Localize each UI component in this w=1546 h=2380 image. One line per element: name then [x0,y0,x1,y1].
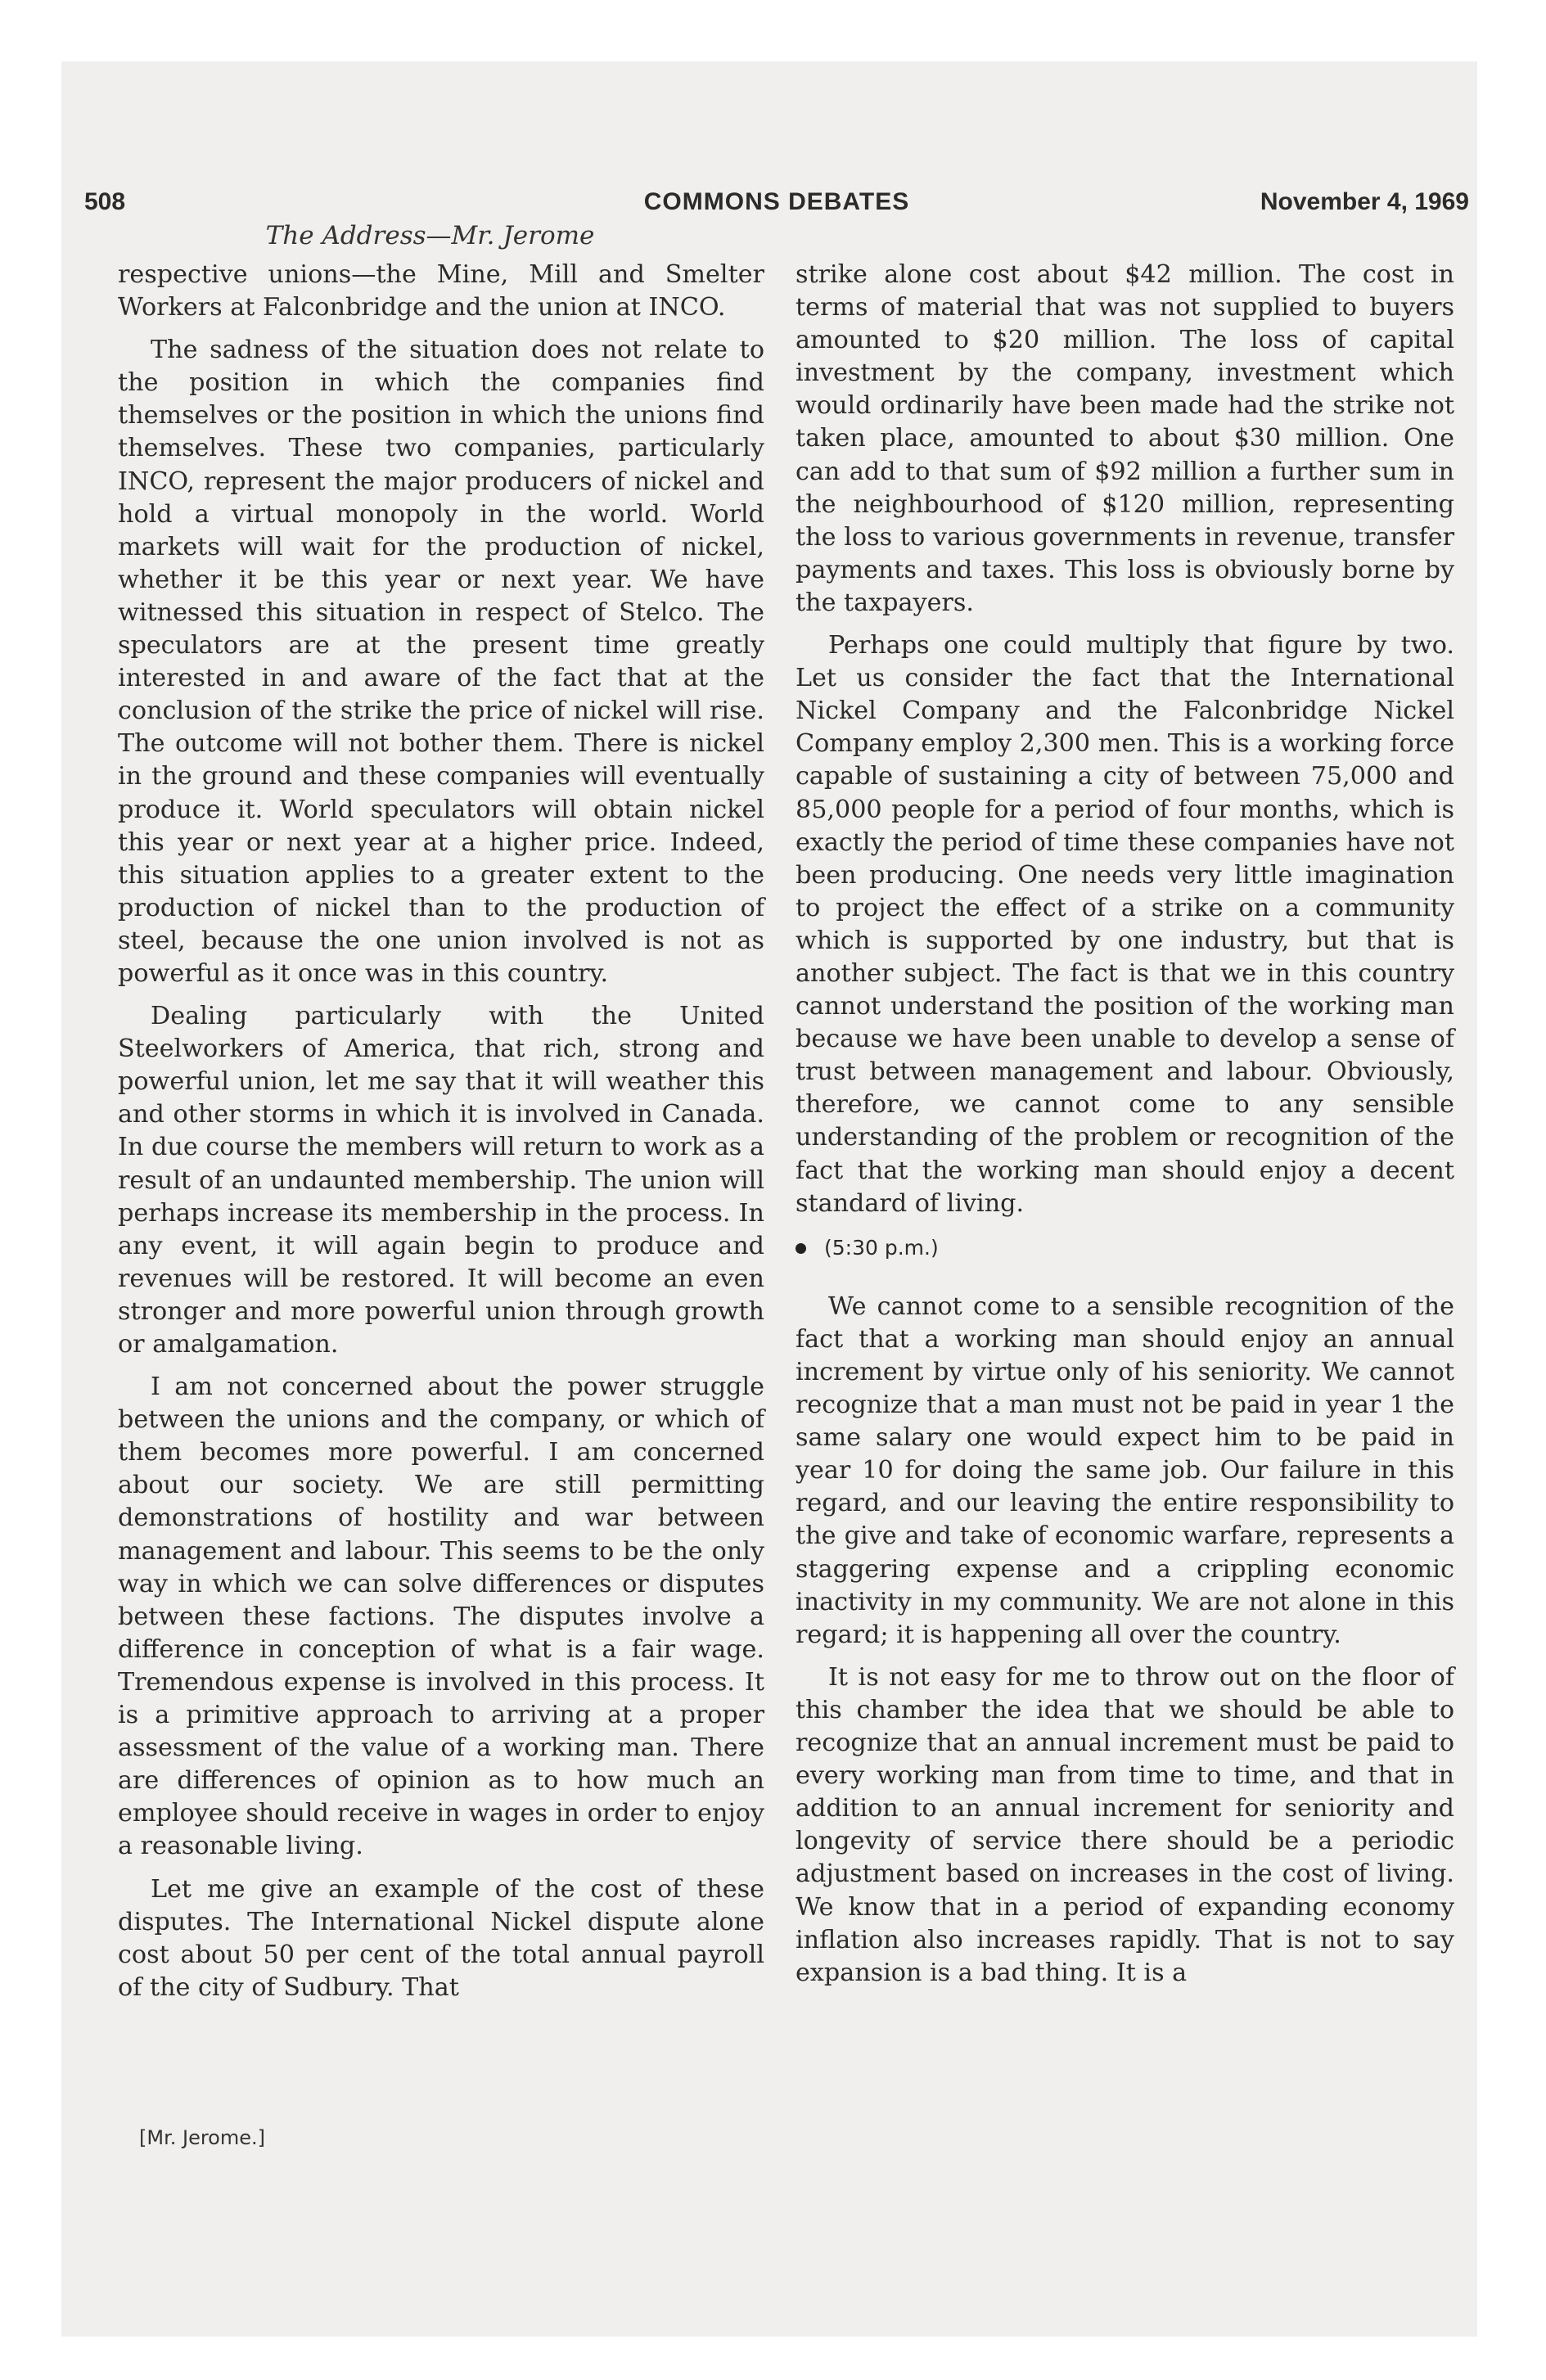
time-marker [796,1232,1454,1264]
left-column [118,259,764,2014]
page-number: 508 [84,188,126,215]
paragraph: The sadness of the situation does not relate to the position in which the companies find themselves or the position in which the unions find themselves. These two companies, particularly INCO, represent the major producers of nickel and hold a virtual monopoly in the world. World markets will wait for the production of nickel, whether it be this year or next year. We have witnessed this situation in respect of Stelco. The speculators are at the present time greatly interested in and aware of the fact that at the conclusion of the strike the price of nickel will rise. The outcome will not bother them. There is nickel in the ground and these companies will eventually produce it. World speculators will obtain nickel this year or next year at a higher price. Indeed, this situation applies to a greater extent to the production of nickel than to the production of steel, because the one union involved is not as powerful as it once was in this country. [118,336,764,988]
paragraph: Dealing particularly with the United Steelworkers of America, that rich, strong and powerful union, let me say that it will weather this and other storms in which it is involved in Canada. In due course the members will return to work as a result of an undaunted membership. The union will perhaps increase its membership in the process. In any event, it will again begin to produce and revenues will be restored. It will become an even stronger and more powerful union through growth or amalgamation. [118,1002,764,1359]
issue-date: November 4, 1969 [1260,188,1469,215]
time-marker-text: (5:30 p.m.) [824,1235,939,1260]
page-header [84,188,1469,224]
paragraph: Let me give an example of the cost of these disputes. The International Nickel dispute alone cost about 50 per cent of the total annual payroll of the city of Sudbury. That [118,1874,764,2002]
paragraph: It is not easy for me to throw out on the floor of this chamber the idea that we should be able to recognize that an annual increment must be paid to every working man from time to time, and that in addition to an annual increment for seniority and longevity of service there should be a periodic adjustment based on increases in the cost of living. We know that in a period of expanding economy inflation also increases rapidly. That is not to say expansion is a bad thing. It is a [796,1662,1454,1987]
publication-title: COMMONS DEBATES [643,188,910,215]
paragraph: strike alone cost about $42 million. The cost in terms of material that was not supplied to buyers amounted to $20 million. The loss of capital investment by the company, investment which would ordinarily have been made had the strike not taken place, amounted to about $30 million. One can add to that sum of $92 million a further sum in the neighbourhood of $120 million, representing the loss to various governments in revenue, transfer payments and taxes. This loss is obviously borne by the taxpayers. [796,260,1454,617]
paragraph: Perhaps one could multiply that figure by two. Let us consider the fact that the International Nickel Company and the Falconbridge Nickel Company employ 2,300 men. This is a working force capable of sustaining a city of between 75,000 and 85,000 people for a period of four months, which is exactly the period of time these companies have not been producing. One needs very little imagination to project the effect of a strike on a community which is supported by one industry, but that is another subject. The fact is that we in this country cannot understand the position of the working man because we have been unable to develop a sense of trust between management and labour. Obviously, therefore, we cannot come to any sensible understanding of the problem or recognition of the fact that the working man should enjoy a decent standard of living. [796,631,1454,1218]
paragraph: We cannot come to a sensible recognition of the fact that a working man should enjoy an annual increment by virtue only of his seniority. We cannot recognize that a man must not be paid in year 1 the same salary one would expect him to be paid in year 10 for doing the same job. Our failure in this regard, and our leaving the entire responsibility to the give and take of economic warfare, represents a staggering expense and a crippling economic inactivity in my community. We are not alone in this regard; it is happening all over the country. [796,1291,1454,1649]
right-column [796,259,1454,1999]
paragraph: respective unions—the Mine, Mill and Smelter Workers at Falconbridge and the union at INCO. [118,260,764,322]
bullet-icon [796,1243,806,1254]
speaker-attribution: [Mr. Jerome.] [139,2126,265,2149]
section-subheading: The Address—Mr. Jerome [265,221,595,250]
paragraph: I am not concerned about the power struggle between the unions and the company, or which of them becomes more powerful. I am concerned about our society. We are still permitting demonstrations of hostility and war between management and labour. This seems to be the only way in which we can solve differences or disputes between these factions. The disputes involve a difference in conception of what is a fair wage. Tremendous expense is involved in this process. It is a primitive approach to arriving at a proper assessment of the value of a working man. There are differences of opinion as to how much an employee should receive in wages in order to enjoy a reasonable living. [118,1373,764,1861]
